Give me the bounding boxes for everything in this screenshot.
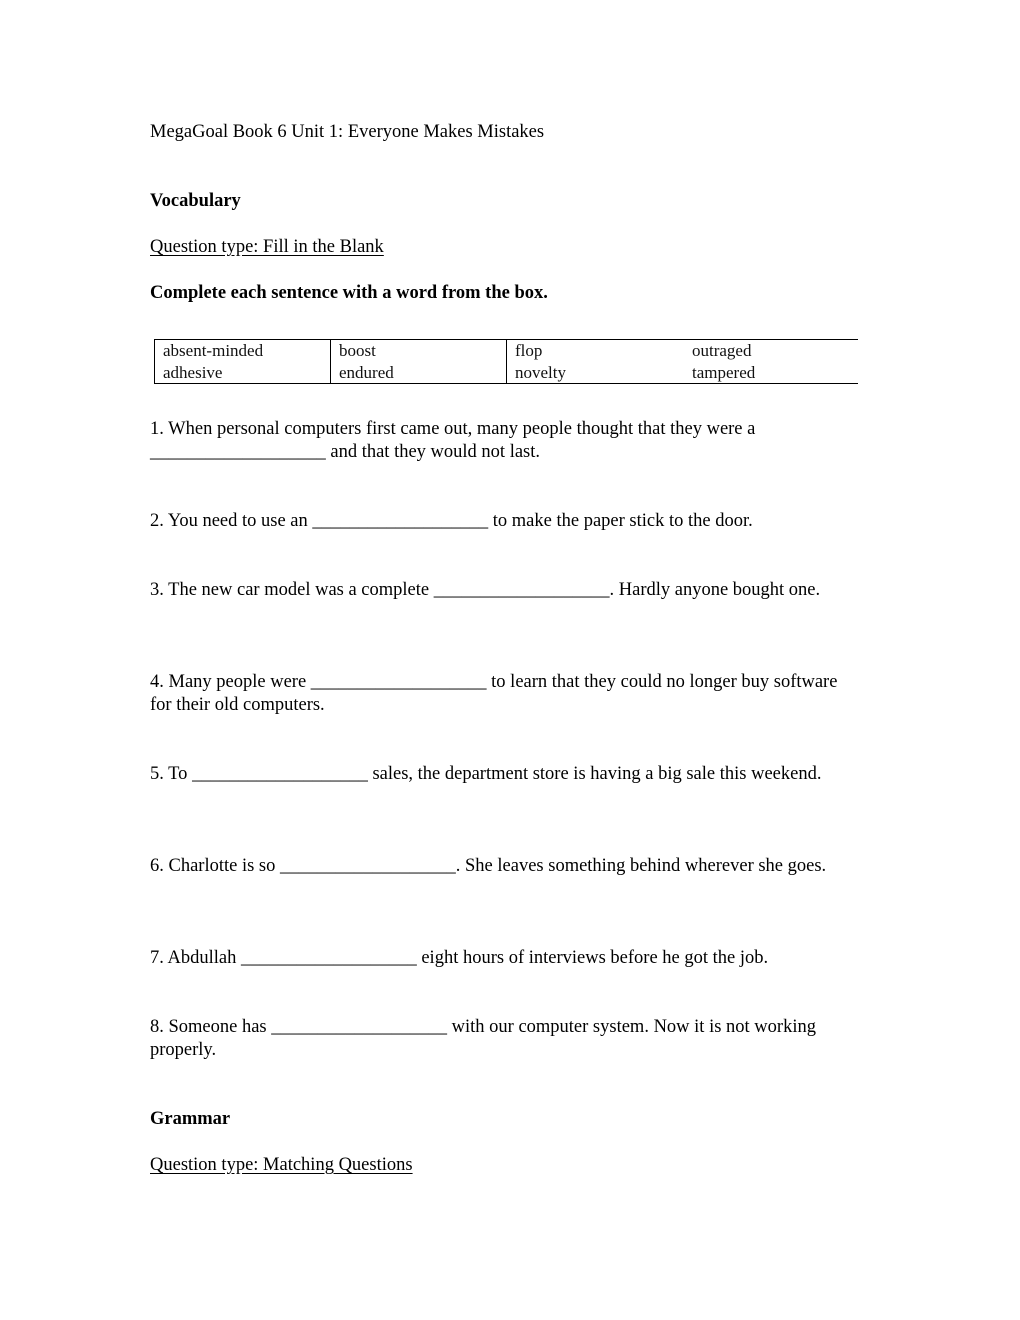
question-1 xyxy=(150,418,860,464)
word-box-column-3 xyxy=(507,340,683,383)
word-box-word: endured xyxy=(339,363,394,382)
question-6 xyxy=(150,855,860,878)
question-text-after: eight hours of interviews before he got the job. xyxy=(421,948,769,968)
vocabulary-instruction: Complete each sentence with a word from the box. xyxy=(150,283,548,303)
word-box-word: absent-minded xyxy=(163,341,264,360)
vocabulary-heading: Vocabulary xyxy=(150,191,241,211)
question-number: 3. xyxy=(150,580,164,600)
question-number: 4. xyxy=(150,672,164,692)
word-box-column-2 xyxy=(331,340,507,383)
answer-blank[interactable]: ___________________ xyxy=(310,672,487,692)
document-title: MegaGoal Book 6 Unit 1: Everyone Makes Mistakes xyxy=(150,122,545,142)
question-text-after: with our computer system. Now it is not working properly. xyxy=(150,1017,816,1060)
question-2 xyxy=(150,510,860,533)
answer-blank[interactable]: ___________________ xyxy=(271,1017,448,1037)
answer-blank[interactable]: ___________________ xyxy=(240,948,417,968)
question-text-before: When personal computers first came out, many people thought that they were a xyxy=(168,419,756,439)
word-box-word: novelty xyxy=(515,363,566,382)
question-number: 7. xyxy=(150,948,164,968)
question-7 xyxy=(150,947,860,970)
vocabulary-question-type: Question type: Fill in the Blank xyxy=(150,237,384,257)
question-text-before: You need to use an xyxy=(167,511,308,531)
question-5 xyxy=(150,763,860,786)
question-3 xyxy=(150,579,860,602)
grammar-heading: Grammar xyxy=(150,1109,231,1129)
question-text-before: Charlotte is so xyxy=(168,856,276,876)
question-text-before: Someone has xyxy=(168,1017,267,1037)
question-text-before: Many people were xyxy=(168,672,307,692)
word-box-word: boost xyxy=(339,341,376,360)
question-4 xyxy=(150,671,860,717)
answer-blank[interactable]: ___________________ xyxy=(150,442,326,462)
word-box-column-4 xyxy=(683,340,859,383)
word-box-word: tampered xyxy=(692,363,756,382)
answer-blank[interactable]: ___________________ xyxy=(280,856,456,876)
question-text-after: sales, the department store is having a big sale this weekend. xyxy=(372,764,822,784)
answer-blank[interactable]: ___________________ xyxy=(312,511,489,531)
question-number: 5. xyxy=(150,764,164,784)
question-number: 1. xyxy=(150,419,164,439)
word-box-word: flop xyxy=(515,341,543,360)
question-number: 2. xyxy=(150,511,164,531)
question-text-before: The new car model was a complete xyxy=(168,580,430,600)
question-text-after: . She leaves something behind wherever she goes. xyxy=(455,856,827,876)
answer-blank[interactable]: ___________________ xyxy=(192,764,368,784)
word-box-word: outraged xyxy=(692,341,752,360)
question-text-after: to learn that they could no longer buy software for their old computers. xyxy=(150,672,838,715)
question-text-after: to make the paper stick to the door. xyxy=(492,511,753,531)
word-box-word: adhesive xyxy=(163,363,223,382)
word-box-column-1 xyxy=(155,340,331,383)
question-8 xyxy=(150,1016,860,1062)
question-text-before: Abdullah xyxy=(167,948,237,968)
answer-blank[interactable]: ___________________ xyxy=(433,580,610,600)
word-box xyxy=(154,339,858,384)
question-number: 6. xyxy=(150,856,164,876)
question-number: 8. xyxy=(150,1017,164,1037)
question-text-before: To xyxy=(168,764,188,784)
question-text-after: . Hardly anyone bought one. xyxy=(609,580,821,600)
question-text-after: and that they would not last. xyxy=(330,442,541,462)
grammar-question-type: Question type: Matching Questions xyxy=(150,1155,413,1175)
